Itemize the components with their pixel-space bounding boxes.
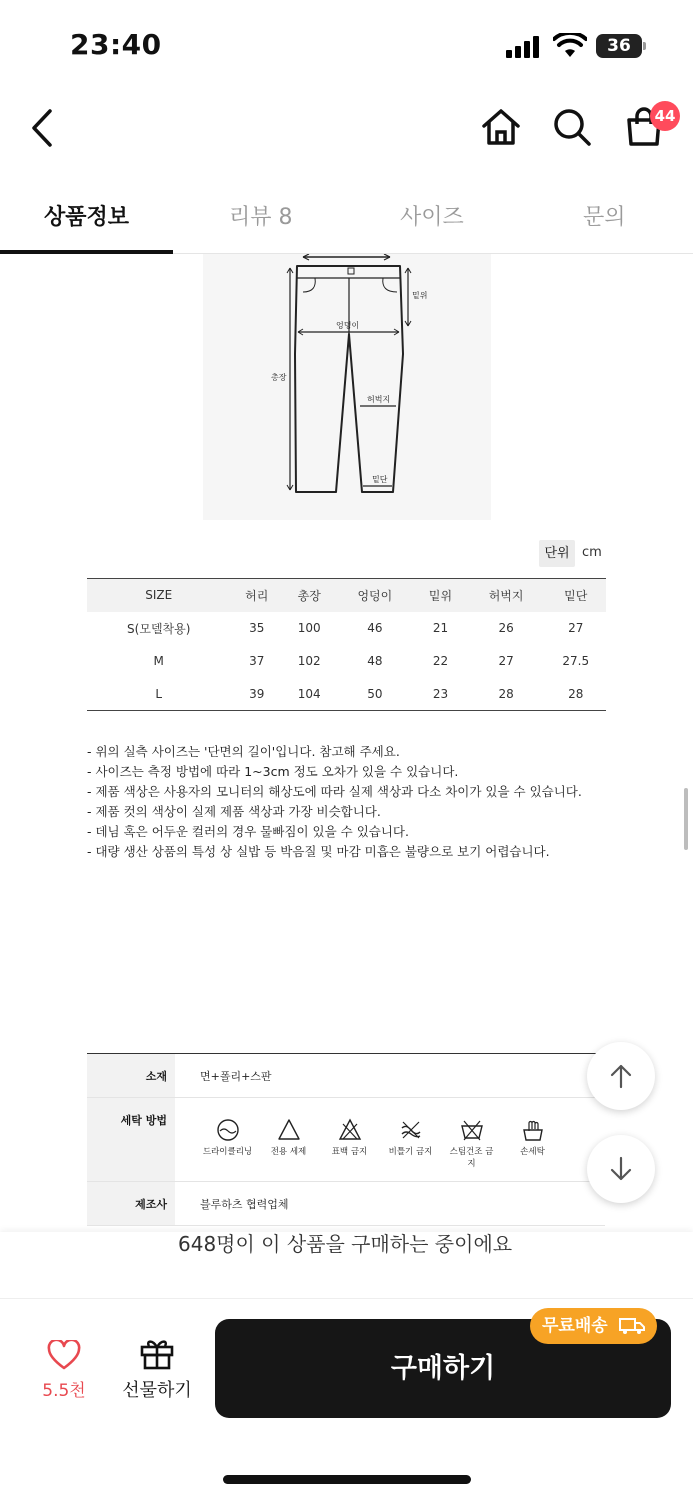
header-cell: 허벅지 — [467, 579, 546, 612]
info-value: 면+폴리+스판 — [200, 1070, 272, 1083]
table-cell: S(모델착용) — [127, 621, 191, 636]
table-cell: M — [153, 654, 164, 668]
table-cell: 27 — [498, 654, 514, 668]
arrow-up-icon — [607, 1062, 635, 1090]
wash-item-label: 표백 금지 — [331, 1147, 368, 1157]
info-key: 세탁 방법 — [87, 1098, 175, 1181]
note-line: - 데님 혹은 어두운 컬러의 경우 물빠짐이 있을 수 있습니다. — [87, 824, 409, 839]
like-count: 5.5천 — [42, 1381, 86, 1401]
signal-icon — [506, 34, 544, 58]
wash-item — [319, 1118, 380, 1169]
buy-button[interactable]: 구매하기 — [215, 1319, 671, 1418]
info-row-maker — [87, 1182, 605, 1226]
info-row-material — [87, 1054, 605, 1098]
table-cell: 50 — [335, 678, 414, 711]
wash-item-label: 전용 세제 — [270, 1147, 307, 1157]
header-cell: 밑단 — [545, 579, 606, 612]
table-cell: 26 — [498, 621, 514, 635]
unit-label: 단위 — [539, 540, 575, 567]
viewers-text: 648명이 이 상품을 구매하는 중이에요 — [178, 1232, 513, 1256]
table-cell: 21 — [432, 621, 449, 635]
size-notes — [87, 742, 647, 862]
wash-item-label: 스팀건조 금 지 — [449, 1147, 494, 1169]
wash-item — [441, 1118, 502, 1169]
table-cell: 37 — [249, 654, 265, 668]
wash-item — [502, 1118, 563, 1169]
no-steam-dry-icon — [460, 1118, 484, 1142]
gift-icon — [139, 1336, 175, 1370]
table-cell: 35 — [249, 621, 265, 635]
battery-tip — [643, 42, 646, 50]
header-cell: SIZE — [87, 579, 230, 612]
pants-illustration — [203, 254, 491, 520]
truck-icon — [619, 1317, 645, 1335]
hand-wash-icon — [521, 1118, 545, 1142]
info-key: 소재 — [87, 1054, 175, 1097]
header-cell: 총장 — [283, 579, 336, 612]
wifi-icon — [553, 33, 587, 59]
note-line: - 제품 컷의 색상이 실제 제품 색상과 가장 비슷합니다. — [87, 804, 381, 819]
viewers-banner — [0, 1232, 693, 1298]
info-row-washing — [87, 1098, 605, 1182]
like-button[interactable] — [36, 1340, 92, 1401]
size-diagram — [203, 254, 491, 520]
size-table — [87, 578, 606, 711]
status-bar — [0, 0, 693, 90]
table-cell: 27.5 — [562, 654, 590, 668]
no-bleach-icon — [338, 1118, 362, 1142]
wash-item — [197, 1118, 258, 1169]
table-cell: 28 — [545, 678, 606, 711]
table-cell: 27 — [568, 621, 584, 635]
table-cell: 46 — [367, 621, 383, 635]
detergent-triangle-icon — [277, 1118, 301, 1142]
wash-item-label: 드라이클리닝 — [202, 1147, 253, 1157]
diagram-label-length: 총장 — [271, 373, 287, 382]
header-cell: 밑위 — [414, 579, 467, 612]
note-line: - 대량 생산 상품의 특성 상 실밥 등 박음질 및 마감 미흡은 불량으로 보기 어렵습니다. — [87, 844, 550, 859]
info-value: 블루하츠 협력업체 — [200, 1198, 289, 1211]
battery-icon: 36 — [596, 34, 642, 58]
table-cell: 23 — [414, 678, 467, 711]
header-cell: 엉덩이 — [335, 579, 414, 612]
table-cell: 104 — [283, 678, 336, 711]
table-row — [87, 612, 606, 645]
product-tabs — [0, 180, 693, 254]
home-icon[interactable] — [480, 106, 522, 148]
table-row — [87, 678, 606, 711]
table-cell: 22 — [432, 654, 449, 668]
wash-item — [380, 1118, 441, 1169]
diagram-label-hip: 엉덩이 — [336, 321, 360, 330]
tab-reviews[interactable]: 리뷰 8 — [229, 205, 293, 230]
cart-count-badge: 44 — [650, 101, 680, 131]
table-row — [87, 645, 606, 678]
arrow-down-icon — [607, 1155, 635, 1183]
heart-icon — [47, 1340, 81, 1370]
table-cell: 48 — [367, 654, 383, 668]
wash-item — [258, 1118, 319, 1169]
wash-item-label: 손세탁 — [520, 1147, 545, 1157]
diagram-label-rise: 밑위 — [412, 291, 428, 300]
gift-label: 선물하기 — [122, 1380, 192, 1401]
tab-product-info[interactable]: 상품정보 — [44, 205, 130, 230]
tab-size[interactable]: 사이즈 — [400, 205, 464, 230]
no-wring-icon — [399, 1118, 423, 1142]
diagram-label-hem: 밑단 — [372, 475, 388, 484]
tab-inquiry[interactable]: 문의 — [583, 205, 626, 230]
free-shipping-label: 무료배송 — [542, 1316, 608, 1336]
dry-clean-icon — [216, 1118, 240, 1142]
scrollbar[interactable] — [684, 788, 688, 850]
scroll-up-button[interactable] — [587, 1042, 655, 1110]
header-cell: 허리 — [230, 579, 283, 612]
note-line: - 제품 색상은 사용자의 모니터의 해상도에 따라 실제 색상과 다소 차이가 있을 수 있습니다. — [87, 784, 582, 799]
scroll-down-button[interactable] — [587, 1135, 655, 1203]
home-indicator[interactable] — [223, 1475, 471, 1484]
wash-icons — [197, 1098, 605, 1169]
unit-value: cm — [582, 545, 602, 560]
free-shipping-badge — [530, 1308, 657, 1344]
gift-button[interactable] — [116, 1336, 198, 1402]
table-cell: 39 — [230, 678, 283, 711]
note-line: - 사이즈는 측정 방법에 따라 1~3cm 정도 오차가 있을 수 있습니다. — [87, 764, 459, 779]
size-table-header — [87, 579, 606, 612]
nav-header — [0, 90, 693, 170]
table-cell: 102 — [297, 654, 321, 668]
table-cell: L — [87, 678, 230, 711]
status-time: 23:40 — [70, 28, 162, 61]
table-cell: 100 — [297, 621, 321, 635]
search-icon[interactable] — [551, 106, 593, 148]
product-info-table — [87, 1053, 605, 1226]
note-line: - 위의 실측 사이즈는 '단면의 길이'입니다. 참고해 주세요. — [87, 744, 400, 759]
back-icon[interactable] — [28, 108, 56, 148]
table-cell: 28 — [467, 678, 546, 711]
active-tab-indicator — [0, 250, 173, 254]
info-key: 제조사 — [87, 1182, 175, 1225]
wash-item-label: 비틀기 금지 — [388, 1147, 433, 1157]
diagram-label-thigh: 허벅지 — [367, 395, 391, 404]
